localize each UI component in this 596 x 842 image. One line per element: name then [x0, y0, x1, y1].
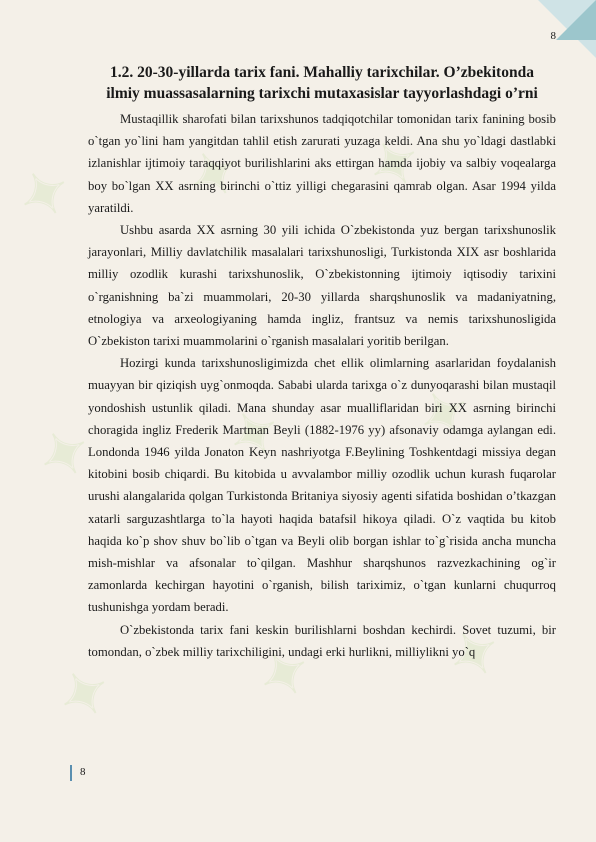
page-corner-fold: [538, 0, 596, 58]
watermark-mark: ✦: [26, 412, 104, 497]
section-heading: [88, 62, 556, 104]
watermark-mark: ✦: [176, 132, 254, 217]
watermark-mark: ✦: [436, 612, 514, 697]
section-heading-line2: ilmiy muassasalarning tarixchi mutaxasislar tayyorlashdagi o’rni: [106, 85, 538, 102]
watermark-mark: ✦: [216, 392, 294, 477]
watermark-mark: ✦: [356, 122, 434, 207]
watermark-mark: ✦: [406, 372, 484, 457]
watermark-mark: ✦: [6, 152, 84, 237]
page-content: [88, 62, 556, 663]
section-heading-line1: 1.2. 20-30-yillarda tarix fani. Mahalliy tarixchilar. O’zbekitonda: [110, 64, 534, 81]
watermark-mark: ✦: [246, 632, 324, 717]
paragraph-2: Ushbu asarda XX asrning 30 yili ichida O`zbekistonda yuz bergan tarixshunoslik jarayonlari, Milliy davlatchilik masalalari tarixshunosligi, Turkistonda XIX asr boshlarida milliy ozodlik kurashi tarixshunoslik, O`zbekistonning ijtimoiy iqtisodiy tarixini o`rganishning ba`zi muammolari, 20-30 yillarda sharqshunoslik va madaniyatning, etnologiya va arxeologiyaning hamda ingliz, frantsuz va nemis tarixshunosligida O`zbekiston tarixi muammolarini o`rganish masalalari yoritib berilgan.: [88, 223, 556, 349]
page-number-top: 8: [550, 30, 556, 42]
paragraph-4: O`zbekistonda tarix fani keskin burilishlarni boshdan kechirdi. Sovet tuzumi, bir tomondan, o`zbek milliy tarixchiligini, undagi erki hurlikni, milliylikni yo`q: [88, 622, 556, 659]
paragraph-1: Mustaqillik sharofati bilan tarixshunos tadqiqotchilar tomonidan tarix fanining bosib o`tgan yo`lini ham yangitdan tahlil etish zarurati yuzaga keldi. Ana shu yo`ldagi dastlabki izlanishlar ijtimoiy taraqqiyot burilishlarini aks ettirgan hamda ijobiy va salbiy voqealarga boy bo`lgan XX asrning birinchi o`ttiz yilligi chegarasini qamrab olgan. Asar 1994 yilda yaratildi.: [88, 112, 556, 215]
footer-accent-bar: [70, 765, 72, 781]
page-number-bottom: 8: [80, 766, 86, 778]
watermark-mark: ✦: [46, 652, 124, 737]
paragraph-3: Hozirgi kunda tarixshunosligimizda chet ellik olimlarning asarlaridan foydalanish muayyan bir qiziqish uyg`onmoqda. Sababi ularda tarixga o`z dunyoqarashi bilan mustaqil yondoshish ustunlik qiladi. Mana shunday asar mualliflaridan biri XX asrning birinchi choragida ingliz Frederik Martman Beyli (1882-1976 yy) afsonaviy odamga aylangan edi. Londonda 1946 yilda Jonaton Keyn nashriyotga F.Beylining Toshkentdagi missiya degan kitobini bosib chiqardi. Bu kitobida u avvalambor milliy ozodlik uchun kurash fuqarolar urushi alangalarida qolgan Turkistonda Britaniya siyosiy agenti sifatida boshidan o’tkazgan xatarli sarguzashtlarga to`la hayoti haqida batafsil hikoya qiladi. O`z vaqtida bu kitob haqida ko`p shov shuv bo`lib o`tgan va Beyli olib borgan ishlar to`g`risida ancha muncha mish-mishlar va afsonalar to`qilgan. Mashhur sharqshunos razvezkachining og`ir zamonlarda kechirgan hayotini o`rganish, bilish tariximiz, o`tgan kunlarni chuqurroq tushunishga yordam beradi.: [88, 356, 556, 615]
